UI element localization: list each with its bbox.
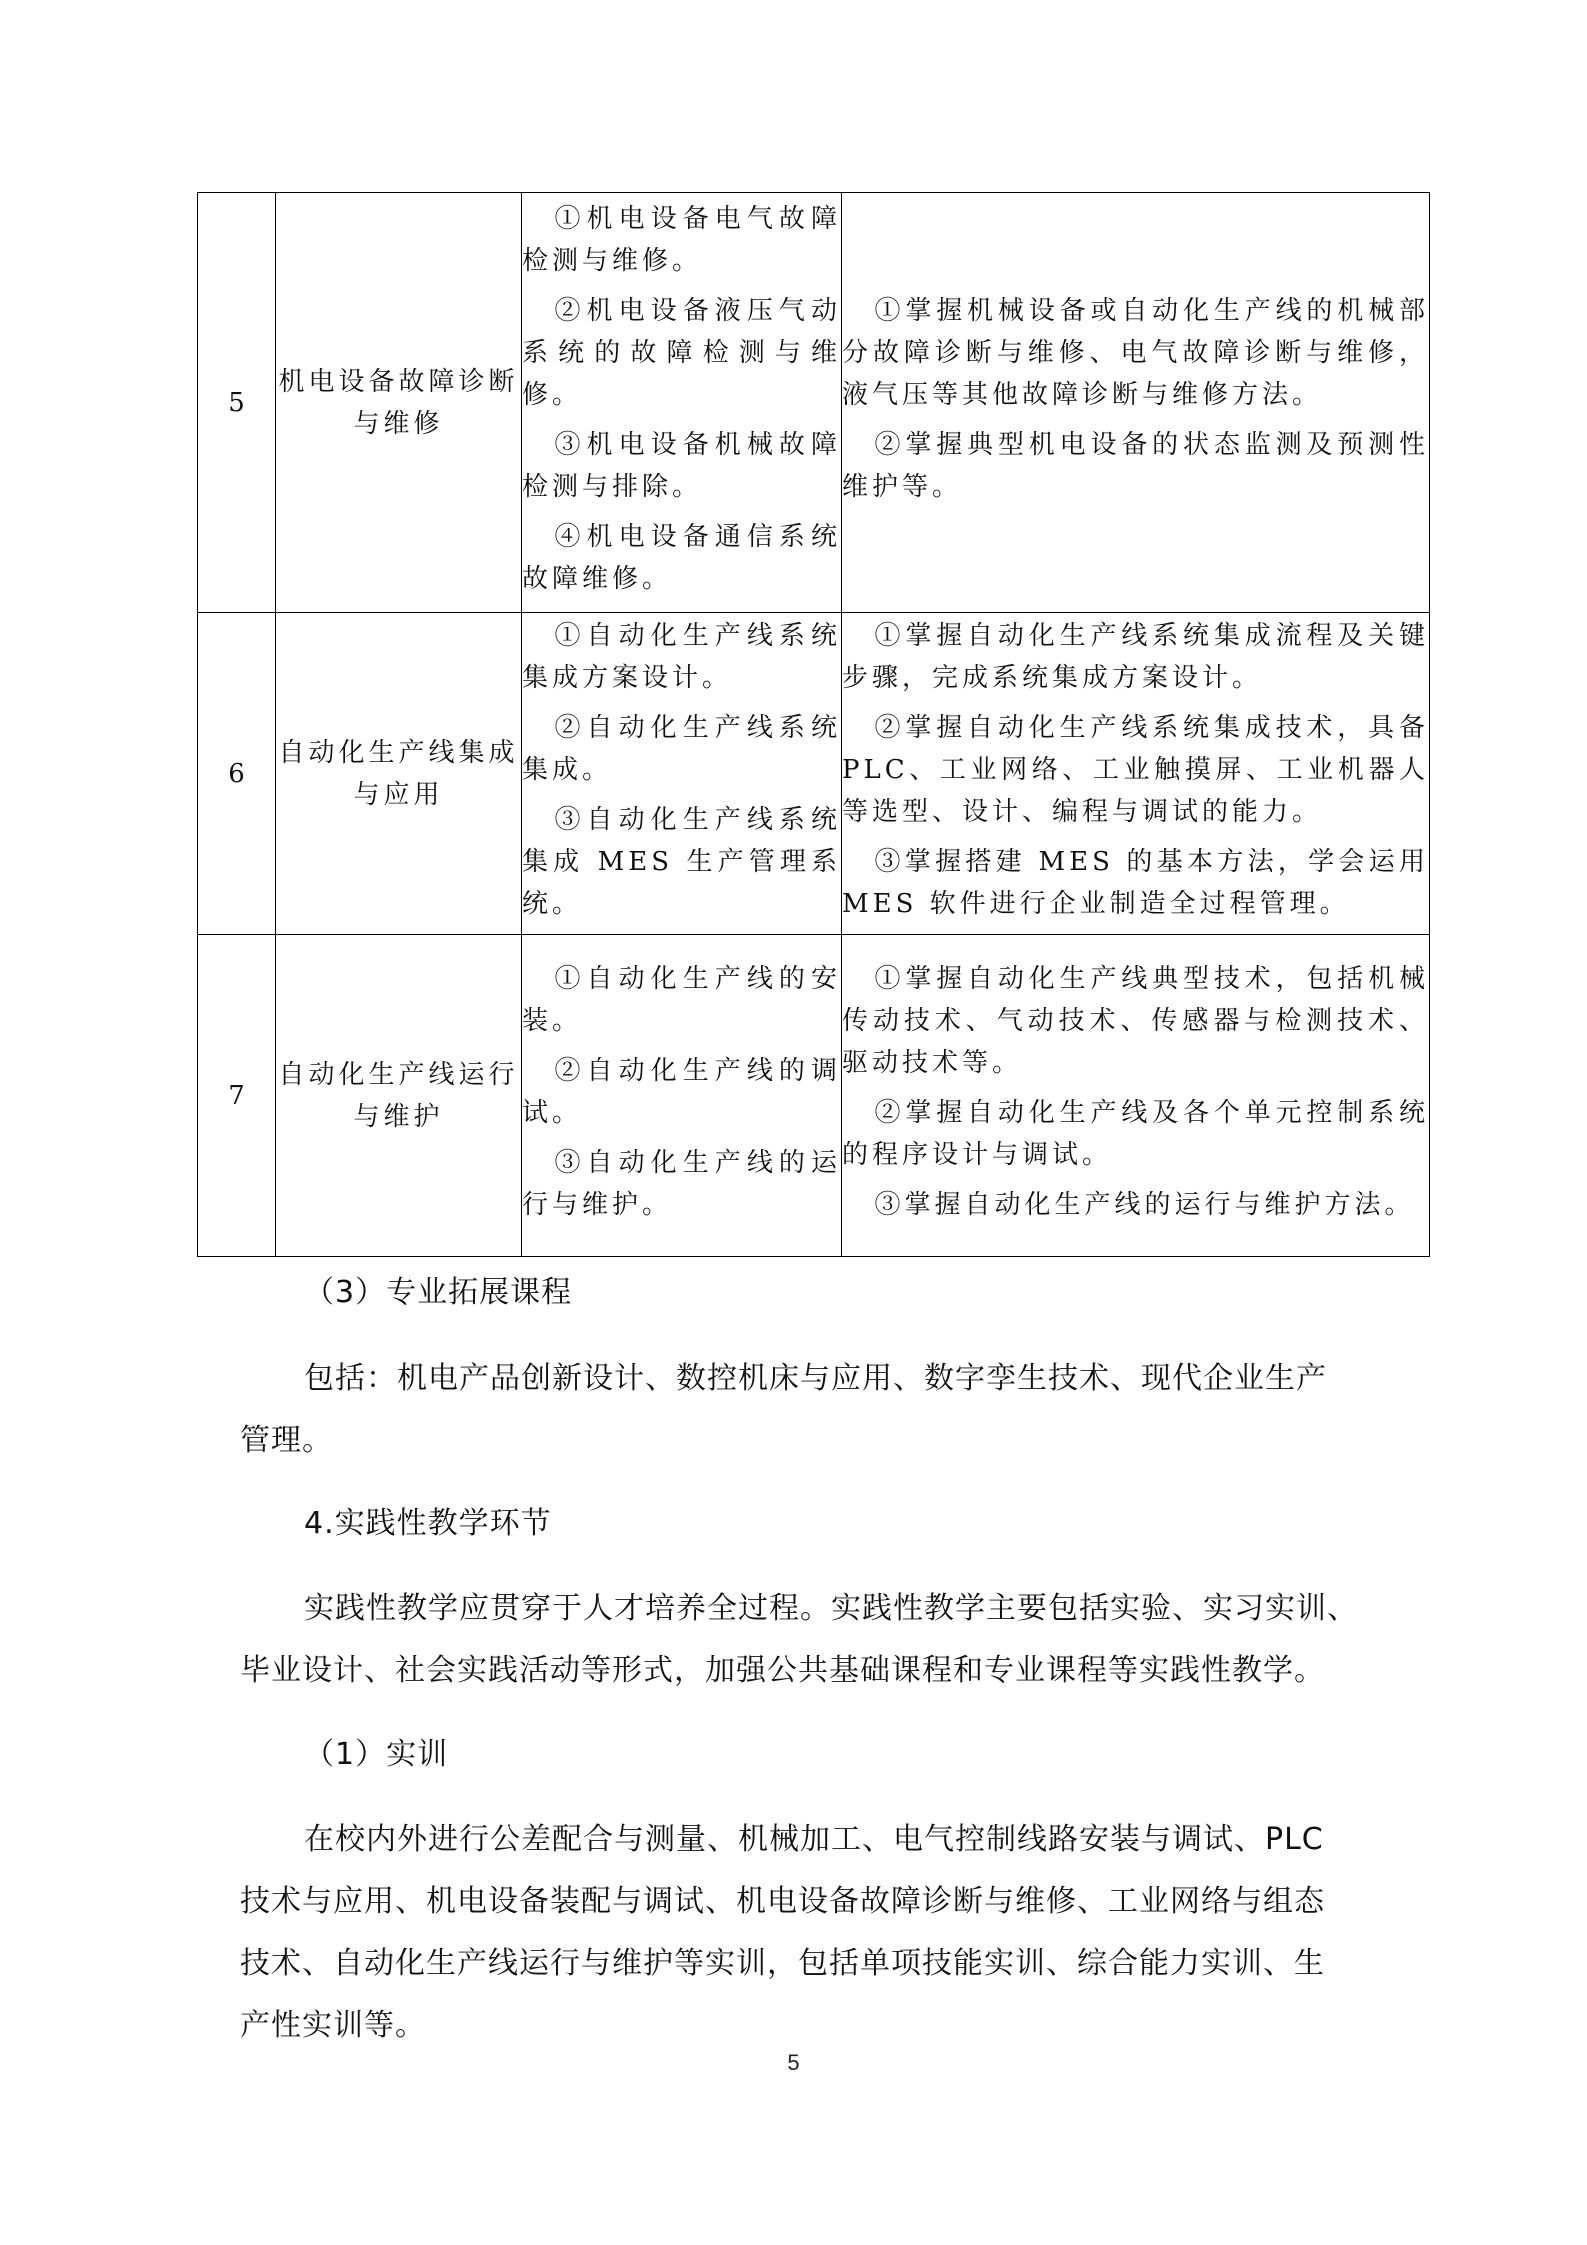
requirement-item: ③掌握搭建 MES 的基本方法，学会运用 MES 软件进行企业制造全过程管理。	[842, 846, 1429, 919]
table-row	[198, 613, 1430, 935]
content-item: ①机电设备电气故障检测与维修。	[522, 203, 841, 276]
paragraph-line: 管理。	[240, 1423, 333, 1458]
course-content	[522, 193, 842, 613]
table-row	[198, 193, 1430, 613]
requirement-item: ①掌握自动化生产线典型技术，包括机械传动技术、气动技术、传感器与检测技术、驱动技术等。	[842, 963, 1429, 1078]
course-content	[522, 613, 842, 935]
content-item: ③机电设备机械故障检测与排除。	[522, 429, 841, 502]
practice-paragraph	[240, 1578, 1358, 1702]
requirement-item: ②掌握自动化生产线系统集成技术，具备 PLC、工业网络、工业触摸屏、工业机器人等选型、设计、编程与调试的能力。	[842, 712, 1429, 827]
requirement-item: ②掌握典型机电设备的状态监测及预测性维护等。	[842, 429, 1429, 502]
course-content	[522, 935, 842, 1257]
training-heading: （1）实训	[304, 1737, 449, 1772]
content-item: ①自动化生产线的安装。	[522, 963, 841, 1036]
content-item: ③自动化生产线的运行与维护。	[522, 1147, 841, 1220]
paragraph-line: 毕业设计、社会实践活动等形式，加强公共基础课程和专业课程等实践性教学。	[240, 1653, 1325, 1688]
content-item: ④机电设备通信系统故障维修。	[522, 521, 841, 594]
course-number: 5	[198, 193, 276, 613]
paragraph-line: 技术与应用、机电设备装配与调试、机电设备故障诊断与维修、工业网络与组态	[240, 1884, 1325, 1919]
course-name: 自动化生产线集成与应用	[276, 613, 522, 935]
requirement-item: ①掌握机械设备或自动化生产线的机械部分故障诊断与维修、电气故障诊断与维修，液气压等其他故障诊断与维修方法。	[842, 295, 1429, 410]
course-name: 机电设备故障诊断与维修	[276, 193, 522, 613]
course-table	[197, 192, 1430, 1257]
content-item: ②自动化生产线系统集成。	[522, 712, 841, 785]
extension-heading: （3）专业拓展课程	[304, 1275, 573, 1310]
content-item: ②机电设备液压气动系统的故障检测与维修。	[522, 295, 841, 410]
content-item: ③自动化生产线系统集成 MES 生产管理系统。	[522, 804, 841, 919]
course-number: 7	[198, 935, 276, 1257]
extension-paragraph	[240, 1348, 1350, 1472]
content-item: ①自动化生产线系统集成方案设计。	[522, 620, 841, 693]
content-item: ②自动化生产线的调试。	[522, 1055, 841, 1128]
training-paragraph	[240, 1809, 1350, 2057]
practice-heading: 4.实践性教学环节	[304, 1506, 552, 1541]
paragraph-line: 产性实训等。	[240, 2008, 426, 2043]
paragraph-line: 在校内外进行公差配合与测量、机械加工、电气控制线路安装与调试、PLC	[304, 1822, 1324, 1857]
course-name: 自动化生产线运行与维护	[276, 935, 522, 1257]
requirement-item: ①掌握自动化生产线系统集成流程及关键步骤，完成系统集成方案设计。	[842, 620, 1429, 693]
requirement-item: ③掌握自动化生产线的运行与维护方法。	[874, 1189, 1415, 1220]
paragraph-line: 实践性教学应贯穿于人才培养全过程。实践性教学主要包括实验、实习实训、	[304, 1591, 1358, 1626]
paragraph-line: 技术、自动化生产线运行与维护等实训，包括单项技能实训、综合能力实训、生	[240, 1946, 1325, 1981]
table-row	[198, 935, 1430, 1257]
course-number: 6	[198, 613, 276, 935]
course-requirements	[842, 193, 1430, 613]
page-number: 5	[787, 2050, 800, 2075]
paragraph-line: 包括：机电产品创新设计、数控机床与应用、数字孪生技术、现代企业生产	[304, 1361, 1327, 1396]
course-requirements	[842, 935, 1430, 1257]
course-requirements	[842, 613, 1430, 935]
requirement-item: ②掌握自动化生产线及各个单元控制系统的程序设计与调试。	[842, 1097, 1429, 1170]
